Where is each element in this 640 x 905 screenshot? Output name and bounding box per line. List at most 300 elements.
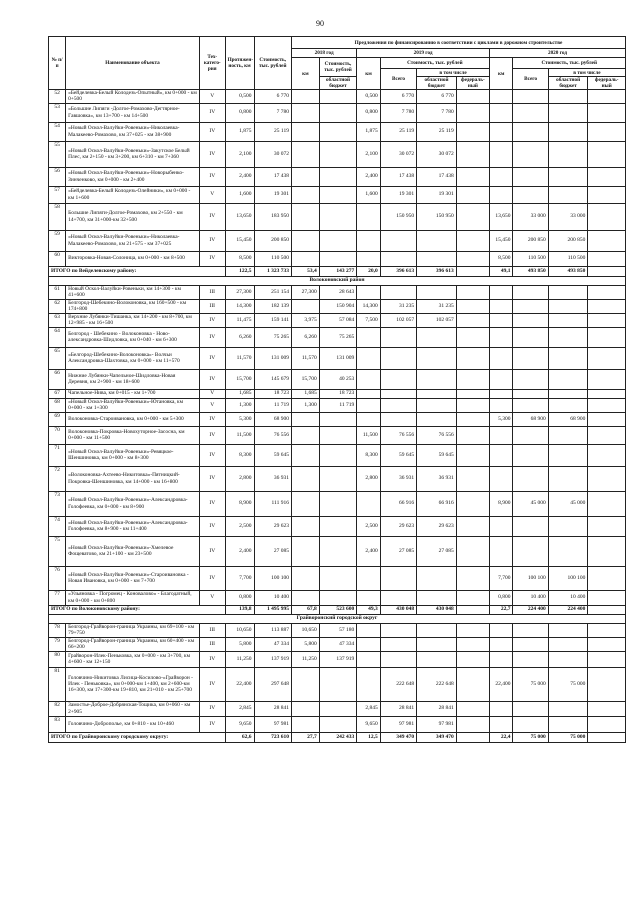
table-row [49,590,626,605]
col-2019-regional: областной бюджет [417,77,457,90]
section-row [49,614,626,623]
row-2019-km [357,566,381,590]
row-category: IV [199,347,225,369]
row-2019-total [380,590,416,605]
row-2020-regional [548,103,588,122]
row-2020-total [513,122,548,141]
row-2020-km [489,313,513,327]
row-2020-federal [588,491,626,516]
row-2019-regional: 222 648 [417,667,457,701]
col-cost: Стоимость, тыс. рублей [254,37,291,90]
total-label: ИТОГО по Вейделевскому району: [49,266,226,276]
row-2020-km [489,716,513,732]
row-cost: 25 119 [254,122,291,141]
table-row [49,285,626,299]
row-2018-km [291,491,319,516]
row-2020-regional [548,716,588,732]
row-length: 22,400 [225,667,254,701]
row-length: 8,500 [225,251,254,266]
row-2019-km [357,637,381,651]
row-2020-total: 10 400 [513,590,548,605]
table-row [49,347,626,369]
row-name: «Новый Оскол-Валуйки-Ровеньки»-Новорыбенко-Зинченково, км 0+000 - км 2+400 [66,167,200,186]
row-2019-federal [456,536,489,566]
section-title: Грайворонский городской округ [49,614,626,623]
row-category: IV [199,466,225,491]
row-2018-km: 3,975 [291,313,319,327]
row-2020-total [513,167,548,186]
section-row [49,276,626,285]
row-2020-federal [588,167,626,186]
row-number: 69 [49,412,66,426]
row-2019-federal [456,369,489,389]
row-2019-km: 14,300 [357,299,381,313]
row-2019-total: 17 438 [380,167,416,186]
col-num: № п/п [49,37,66,90]
table-row [49,203,626,230]
row-name: Верхние Лубянки-Тишанка, км 14+200 - км 8+700, км 12+985 - км 16+500 [66,313,200,327]
row-number: 65 [49,347,66,369]
total-cost: 1 323 733 [254,266,291,276]
row-2020-regional [548,122,588,141]
total-2019-regional: 349 470 [417,732,457,742]
row-2019-total [380,369,416,389]
total-row [49,605,626,614]
table-row [49,167,626,186]
row-2019-regional [417,651,457,667]
row-2020-federal [588,141,626,167]
total-label: ИТОГО по Волоконовскому району: [49,605,226,614]
row-category: V [199,90,225,104]
row-2019-regional [417,369,457,389]
row-2018-km: 10,650 [291,623,319,637]
row-name: «Новый Оскол-Валуйки-Ровеньки»-Александровка-Голофеевка, км 0+000 - км 8+900 [66,491,200,516]
row-number: 80 [49,651,66,667]
total-2020-regional: 75 000 [548,732,588,742]
row-2019-total: 27 085 [380,536,416,566]
row-2020-total [513,701,548,716]
row-2020-km [489,426,513,444]
row-2018-cost [319,103,356,122]
table-row [49,90,626,104]
row-2020-regional [548,398,588,412]
row-2018-cost [319,491,356,516]
row-2019-federal [456,230,489,251]
row-cost: 68 900 [254,412,291,426]
row-number: 62 [49,299,66,313]
row-2020-federal [588,398,626,412]
row-2018-km [291,230,319,251]
row-2020-total [513,623,548,637]
row-2019-regional: 29 623 [417,516,457,536]
row-2018-cost: 150 904 [319,299,356,313]
col-2019-cost: Стоимость, тыс. рублей [380,58,489,69]
row-2019-total: 29 623 [380,516,416,536]
row-length: 27,300 [225,285,254,299]
row-2020-total [513,186,548,203]
row-cost: 75 265 [254,327,291,347]
row-name: «Новый Оскол-Валуйки-Ровеньки»-Закутское Белый Плес, км 2+150 - км 3+200, км 6+310 - км 7+360 [66,141,200,167]
row-2020-federal [588,90,626,104]
row-name: Нижние Лубянки-Чапельное-Шидловка-Новая Деревня, км 2+900 - км 18+600 [66,369,200,389]
row-2020-km: 8,900 [489,491,513,516]
col-2018-regional: областной бюджет [319,77,356,90]
table-row [49,122,626,141]
row-number: 52 [49,90,66,104]
row-2018-km [291,516,319,536]
table-row [49,398,626,412]
row-2020-regional: 45 000 [548,491,588,516]
row-2018-cost [319,444,356,466]
col-financing: Предложения по финансированию в соответствии с циклами в дорожном строительстве [291,37,625,49]
total-2019-total: 396 613 [380,266,416,276]
row-length: 2,100 [225,141,254,167]
row-2020-regional: 200 850 [548,230,588,251]
total-row [49,266,626,276]
row-cost: 137 919 [254,651,291,667]
row-category: IV [199,444,225,466]
row-2018-km: 1,685 [291,389,319,398]
table-row [49,141,626,167]
row-2019-km [357,251,381,266]
row-2018-km [291,251,319,266]
table-row [49,637,626,651]
row-2020-regional [548,651,588,667]
row-2019-km [357,412,381,426]
row-2019-regional: 36 931 [417,466,457,491]
total-length: 62,6 [225,732,254,742]
row-2018-km [291,716,319,732]
row-2018-km [291,426,319,444]
row-2020-regional [548,466,588,491]
row-2018-cost [319,566,356,590]
row-2020-regional: 110 500 [548,251,588,266]
row-category: IV [199,167,225,186]
table-row [49,536,626,566]
row-2020-total [513,327,548,347]
row-2018-cost: 11 719 [319,398,356,412]
row-category: III [199,285,225,299]
row-2019-total [380,251,416,266]
row-category: IV [199,716,225,732]
row-2019-federal [456,285,489,299]
row-2019-km [357,623,381,637]
row-2018-cost: 57 084 [319,313,356,327]
row-category: IV [199,491,225,516]
row-2019-federal [456,203,489,230]
row-2019-total [380,651,416,667]
row-2019-federal [456,186,489,203]
row-2020-federal [588,637,626,651]
row-2020-regional [548,90,588,104]
row-2018-km [291,167,319,186]
row-2020-km: 13,650 [489,203,513,230]
row-name: «Ульяновка - Погромец - Коновалово» - Благодатный, км 0+000 - км 0+800 [66,590,200,605]
row-2018-cost [319,536,356,566]
row-name: Замостье-Доброе-Добрянская-Тощика, км 0+060 - км 2+905 [66,701,200,716]
row-2020-km [489,444,513,466]
row-2018-cost [319,426,356,444]
row-length: 5,300 [225,412,254,426]
table-row [49,566,626,590]
row-2020-total: 68 900 [513,412,548,426]
row-2020-federal [588,251,626,266]
row-2020-km [489,701,513,716]
row-2018-cost [319,701,356,716]
col-2019-km: км [357,58,381,90]
row-name: Новый Оскол-Валуйки-Ровеньки, км 14+300 - км 41+600 [66,285,200,299]
row-2019-km: 0,800 [357,103,381,122]
row-number: 83 [49,716,66,732]
row-2020-km [489,347,513,369]
row-2020-federal [588,327,626,347]
row-length: 5,800 [225,637,254,651]
table-row [49,103,626,122]
row-2020-total: 200 850 [513,230,548,251]
total-2020-regional: 493 850 [548,266,588,276]
row-name: «Белгород-Шебекино-Волоконовка»- Волчьи Александровка-Шахтовка, км 0+000 - км 11+570 [66,347,200,369]
row-category: IV [199,426,225,444]
row-2018-cost: 47 334 [319,637,356,651]
row-name: Белгород-Грайворон-граница Украины, км 60+400 - км 66+200 [66,637,200,651]
row-2020-km [489,389,513,398]
row-2020-federal [588,651,626,667]
row-2018-km [291,103,319,122]
row-name: Белгород-Грайворон-граница Украины, км 69+100 - км 79+750 [66,623,200,637]
row-2019-regional: 28 841 [417,701,457,716]
row-2020-km [489,536,513,566]
row-name: «Новый Оскол-Валуйки-Ровеньки»-Николаевка-Малакеево-Ромахово, км 21+575 - км 37+025 [66,230,200,251]
row-2020-regional [548,347,588,369]
row-category: IV [199,251,225,266]
row-2019-regional: 19 301 [417,186,457,203]
row-2020-total [513,141,548,167]
total-2020-km: 49,1 [489,266,513,276]
total-2020-federal [588,266,626,276]
row-2019-total [380,347,416,369]
row-cost: 200 850 [254,230,291,251]
row-2019-federal [456,716,489,732]
row-number: 60 [49,251,66,266]
row-2020-km [489,623,513,637]
row-2019-total: 59 645 [380,444,416,466]
row-name: Чапельное-Нива, км 0+015 - км 1+700 [66,389,200,398]
total-2018-cost: 523 600 [319,605,356,614]
row-cost: 19 301 [254,186,291,203]
row-2019-km [357,667,381,701]
table-row [49,651,626,667]
row-category: IV [199,313,225,327]
table-row [49,623,626,637]
row-2020-federal [588,667,626,701]
row-2020-regional: 75 000 [548,667,588,701]
row-2020-federal [588,103,626,122]
row-2019-federal [456,398,489,412]
row-2019-regional [417,285,457,299]
row-2019-total [380,285,416,299]
row-2020-km [489,141,513,167]
row-2020-km: 8,500 [489,251,513,266]
row-2019-federal [456,566,489,590]
row-2020-regional: 68 900 [548,412,588,426]
table-row [49,667,626,701]
row-length: 2,800 [225,466,254,491]
row-number: 55 [49,141,66,167]
table-row [49,716,626,732]
row-2020-km [489,327,513,347]
row-number: 67 [49,389,66,398]
row-2020-federal [588,186,626,203]
row-length: 10,650 [225,623,254,637]
row-cost: 28 841 [254,701,291,716]
table-row [49,516,626,536]
row-length: 2,500 [225,516,254,536]
row-2020-total: 75 000 [513,667,548,701]
row-2019-regional [417,412,457,426]
row-2018-km: 5,800 [291,637,319,651]
row-2019-federal [456,491,489,516]
row-2019-total [380,398,416,412]
row-2018-km [291,90,319,104]
total-2020-km: 22,4 [489,732,513,742]
total-2019-regional: 430 048 [417,605,457,614]
row-2020-total [513,389,548,398]
row-length: 9,650 [225,716,254,732]
total-2019-federal [456,266,489,276]
row-cost: 145 679 [254,369,291,389]
row-2019-km: 2,400 [357,536,381,566]
row-2019-km: 2,800 [357,466,381,491]
row-2019-federal [456,103,489,122]
row-category: IV [199,667,225,701]
row-2019-total [380,389,416,398]
row-name: Белгород - Шебекино - Волоконовка - Ново-александровка-Шидловка, км 0+040 - км 6+300 [66,327,200,347]
row-cost: 100 100 [254,566,291,590]
row-length: 2,400 [225,167,254,186]
row-2018-km: 11,570 [291,347,319,369]
row-cost: 251 154 [254,285,291,299]
row-2020-total: 110 500 [513,251,548,266]
table-row [49,313,626,327]
row-2019-federal [456,251,489,266]
table-row [49,426,626,444]
total-2018-cost: 143 277 [319,266,356,276]
total-2019-federal [456,605,489,614]
row-name: Волоконовка-Покровка-Новохуторное-Засосна, км 0+000 - км 11+500 [66,426,200,444]
row-2019-regional: 7 780 [417,103,457,122]
row-2020-regional [548,313,588,327]
row-2020-regional [548,623,588,637]
total-2020-federal [588,732,626,742]
row-length: 13,650 [225,203,254,230]
row-category: IV [199,516,225,536]
row-number: 79 [49,637,66,651]
col-2018-km: км [291,58,319,90]
row-number: 70 [49,426,66,444]
row-name: Большие Липяги-Долгое-Ромахово, км 2+550 - км 14+700, км 31+000-км 32+500 [66,203,200,230]
row-cost: 30 072 [254,141,291,167]
row-2019-total: 222 648 [380,667,416,701]
row-category: IV [199,230,225,251]
row-2020-total [513,347,548,369]
row-category: IV [199,412,225,426]
row-2020-km [489,398,513,412]
col-2020-incl: в том числе [548,69,625,77]
row-2019-federal [456,637,489,651]
row-2019-total: 28 841 [380,701,416,716]
row-length: 7,700 [225,566,254,590]
row-number: 54 [49,122,66,141]
row-2019-regional [417,623,457,637]
row-2019-federal [456,313,489,327]
row-cost: 36 931 [254,466,291,491]
row-category: IV [199,122,225,141]
col-2020-km: км [489,58,513,90]
col-2020-total: Всего [513,69,548,90]
row-2020-regional [548,426,588,444]
row-2020-km [489,516,513,536]
page-number: 90 [316,19,324,28]
table-row [49,491,626,516]
row-2018-cost [319,167,356,186]
row-2018-cost [319,516,356,536]
row-2019-regional: 66 916 [417,491,457,516]
row-2020-km [489,186,513,203]
col-2019-federal: федераль-ный [456,77,489,90]
row-2019-federal [456,141,489,167]
col-2020-federal: федераль-ный [588,77,626,90]
row-2020-federal [588,285,626,299]
row-length: 1,300 [225,398,254,412]
row-2018-cost [319,716,356,732]
row-length: 6,260 [225,327,254,347]
table-body [49,90,626,743]
table-row [49,299,626,313]
row-2018-km [291,536,319,566]
col-2019-incl: в том числе [417,69,490,77]
table-row [49,466,626,491]
row-2020-federal [588,590,626,605]
row-2020-federal [588,536,626,566]
row-2020-km [489,90,513,104]
row-category: IV [199,141,225,167]
row-2020-km: 22,400 [489,667,513,701]
row-2018-cost: 137 919 [319,651,356,667]
row-2019-regional [417,251,457,266]
row-length: 1,685 [225,389,254,398]
row-number: 59 [49,230,66,251]
row-2020-federal [588,466,626,491]
table-row [49,701,626,716]
row-name: «Новый Оскол-Валуйки-Ровеньки»-Ютановка, км 0+000 - км 1+300 [66,398,200,412]
row-name: «Большие Липяги -Долгое-Ромахово-Дегтярное-Гавшовка», км 13+700 - км 14+500 [66,103,200,122]
financing-table [48,36,626,743]
row-length: 15,700 [225,369,254,389]
row-2019-km: 9,650 [357,716,381,732]
row-2020-km [489,285,513,299]
row-cost: 18 723 [254,389,291,398]
row-number: 77 [49,590,66,605]
row-cost: 47 334 [254,637,291,651]
row-length: 8,300 [225,444,254,466]
row-2020-regional [548,516,588,536]
total-2019-total: 430 048 [380,605,416,614]
row-2020-km [489,167,513,186]
row-2018-cost: 131 009 [319,347,356,369]
row-number: 66 [49,369,66,389]
row-cost: 183 950 [254,203,291,230]
total-2018-km: 27,7 [291,732,319,742]
